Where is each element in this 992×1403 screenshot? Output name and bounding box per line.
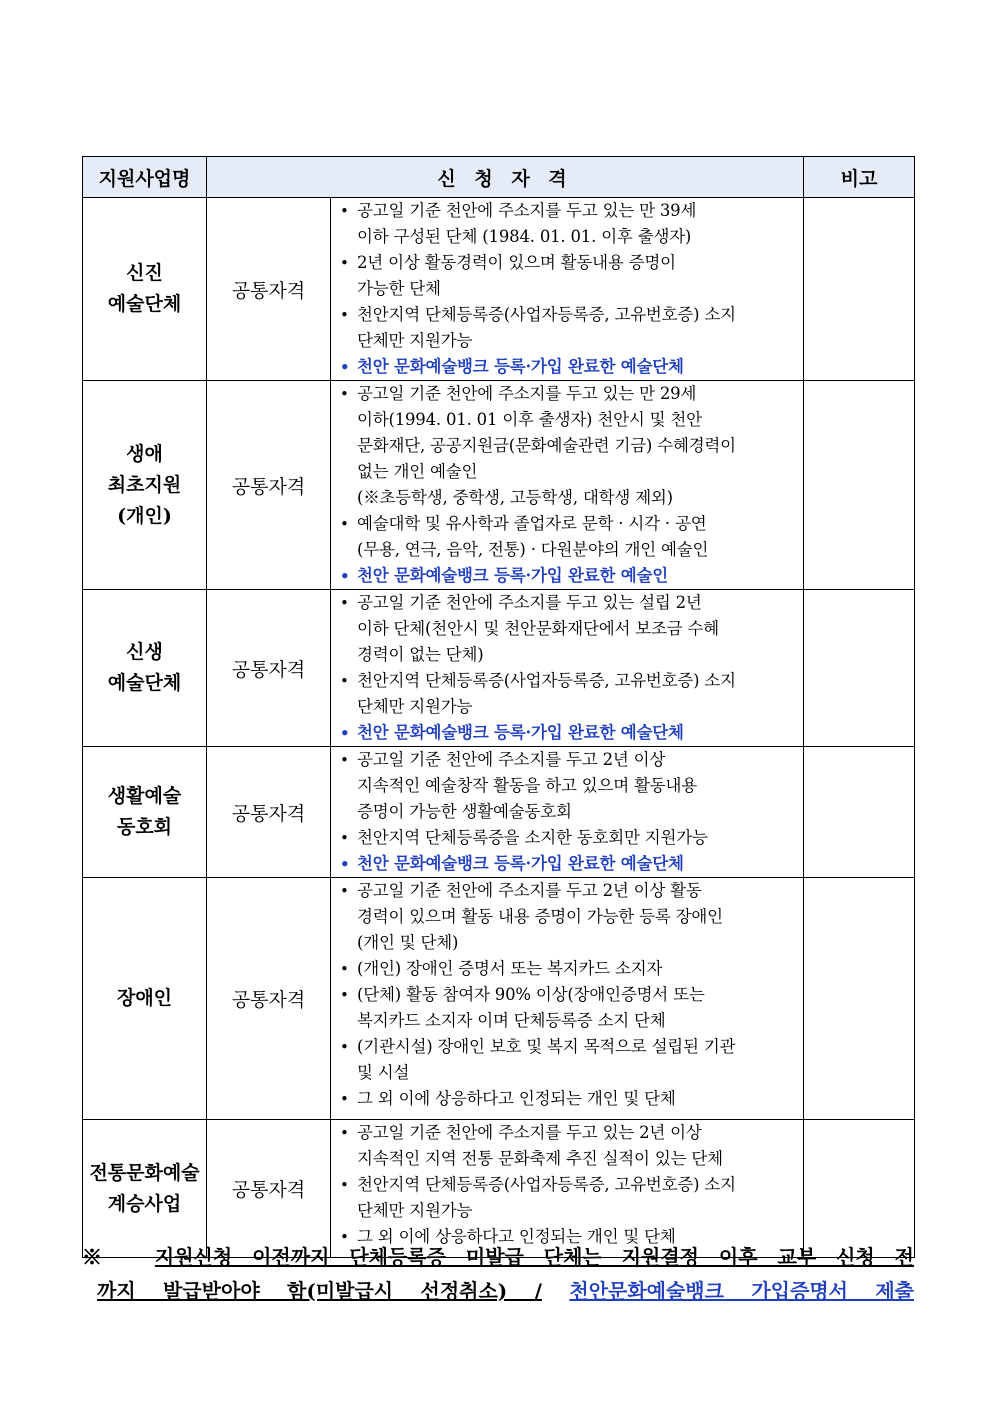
header-program: 지원사업명 xyxy=(83,157,207,198)
qualification-category: 공통자격 xyxy=(207,590,331,747)
requirement-item: • 천안지역 단체등록증(사업자등록증, 고유번호증) 소지 단체만 지원가능 xyxy=(337,1172,799,1224)
requirement-item: • 공고일 기준 천안에 주소지를 두고 있는 2년 이상 지속적인 지역 전통 문화축제 추진 실적이 있는 단체 xyxy=(337,1120,799,1172)
requirement-item: • 공고일 기준 천안에 주소지를 두고 있는 만 39세 이하 구성된 단체 (1984. 01. 01. 이후 출생자) xyxy=(337,198,799,250)
requirement-item: • 천안지역 단체등록증(사업자등록증, 고유번호증) 소지 단체만 지원가능 xyxy=(337,668,799,720)
requirement-item: • 천안 문화예술뱅크 등록·가입 완료한 예술인 xyxy=(337,563,799,589)
table-row xyxy=(83,878,915,1120)
requirement-item: • 그 외 이에 상응하다고 인정되는 개인 및 단체 xyxy=(337,1224,799,1250)
program-name: 장애인 xyxy=(83,878,207,1120)
requirement-item: • 천안 문화예술뱅크 등록·가입 완료한 예술단체 xyxy=(337,851,799,877)
requirement-item: • 천안지역 단체등록증(사업자등록증, 고유번호증) 소지 단체만 지원가능 xyxy=(337,302,799,354)
table-row xyxy=(83,1120,915,1258)
requirement-list xyxy=(337,381,799,589)
header-note: 비고 xyxy=(804,157,915,198)
table-row xyxy=(83,198,915,381)
requirement-item: • 공고일 기준 천안에 주소지를 두고 있는 만 29세 이하(1994. 01. 01 이후 출생자) 천안시 및 천안 문화재단, 공공지원금(문화예술관련 기금) 수혜경력이 없는 개인 예술인 (※초등학생, 중학생, 고등학생, 대학생 제외) xyxy=(337,381,799,511)
requirement-list xyxy=(337,590,799,746)
program-name: 신진 예술단체 xyxy=(83,198,207,381)
requirement-list xyxy=(337,747,799,877)
requirement-item: • 천안 문화예술뱅크 등록·가입 완료한 예술단체 xyxy=(337,354,799,380)
program-name: 신생 예술단체 xyxy=(83,590,207,747)
qualification-category: 공통자격 xyxy=(207,878,331,1120)
qualification-details xyxy=(331,381,804,590)
qualification-details xyxy=(331,1120,804,1258)
note-cell xyxy=(804,1120,915,1258)
requirement-list xyxy=(337,1120,799,1250)
requirement-list xyxy=(337,198,799,380)
reference-mark: ※ xyxy=(82,1245,115,1269)
note-cell xyxy=(804,381,915,590)
qualification-category: 공통자격 xyxy=(207,1120,331,1258)
table-body xyxy=(83,198,915,1258)
requirement-item: • (기관시설) 장애인 보호 및 복지 목적으로 설립된 기관 및 시설 xyxy=(337,1034,799,1086)
program-name: 생애 최초지원 (개인) xyxy=(83,381,207,590)
requirement-item: • 천안지역 단체등록증을 소지한 동호회만 지원가능 xyxy=(337,825,799,851)
requirement-item: • (단체) 활동 참여자 90% 이상(장애인증명서 또는 복지카드 소지자 이며 단체등록증 소지 단체 xyxy=(337,982,799,1034)
note-cell xyxy=(804,747,915,878)
footnote-line2-a: 까지 발급받아야 함(미발급시 선정취소) / xyxy=(97,1279,542,1303)
requirement-item: • 공고일 기준 천안에 주소지를 두고 2년 이상 활동 경력이 있으며 활동 내용 증명이 가능한 등록 장애인 (개인 및 단체) xyxy=(337,878,799,956)
qualification-category: 공통자격 xyxy=(207,381,331,590)
header-qualification: 신 청 자 격 xyxy=(207,157,804,198)
footnote-line1: 지원신청 이전까지 단체등록증 미발급 단체는 지원결정 이후 교부 신청 전 xyxy=(154,1245,915,1269)
requirement-list xyxy=(337,878,799,1112)
eligibility-table xyxy=(82,156,915,1258)
qualification-category: 공통자격 xyxy=(207,747,331,878)
note-cell xyxy=(804,590,915,747)
requirement-item: • 그 외 이에 상응하다고 인정되는 개인 및 단체 xyxy=(337,1086,799,1112)
requirement-item: • (개인) 장애인 증명서 또는 복지카드 소지자 xyxy=(337,956,799,982)
requirement-item: • 2년 이상 활동경력이 있으며 활동내용 증명이 가능한 단체 xyxy=(337,250,799,302)
requirement-item: • 공고일 기준 천안에 주소지를 두고 2년 이상 지속적인 예술창작 활동을 하고 있으며 활동내용 증명이 가능한 생활예술동호회 xyxy=(337,747,799,825)
table-row xyxy=(83,381,915,590)
qualification-details xyxy=(331,198,804,381)
note-cell xyxy=(804,878,915,1120)
table-header-row xyxy=(83,157,915,198)
program-name: 전통문화예술 계승사업 xyxy=(83,1120,207,1258)
qualification-category: 공통자격 xyxy=(207,198,331,381)
program-name: 생활예술 동호회 xyxy=(83,747,207,878)
requirement-item: • 공고일 기준 천안에 주소지를 두고 있는 설립 2년 이하 단체(천안시 및 천안문화재단에서 보조금 수혜 경력이 없는 단체) xyxy=(337,590,799,668)
requirement-item: • 예술대학 및 유사학과 졸업자로 문학 · 시각 · 공연 (무용, 연극, 음악, 전통) · 다원분야의 개인 예술인 xyxy=(337,511,799,563)
table-row xyxy=(83,747,915,878)
footnote-line2-b: 천안문화예술뱅크 가입증명서 제출 xyxy=(569,1279,915,1303)
qualification-details xyxy=(331,590,804,747)
requirement-item: • 천안 문화예술뱅크 등록·가입 완료한 예술단체 xyxy=(337,720,799,746)
table-row xyxy=(83,590,915,747)
note-cell xyxy=(804,198,915,381)
qualification-details xyxy=(331,747,804,878)
footnote xyxy=(82,1240,914,1308)
qualification-details xyxy=(331,878,804,1120)
